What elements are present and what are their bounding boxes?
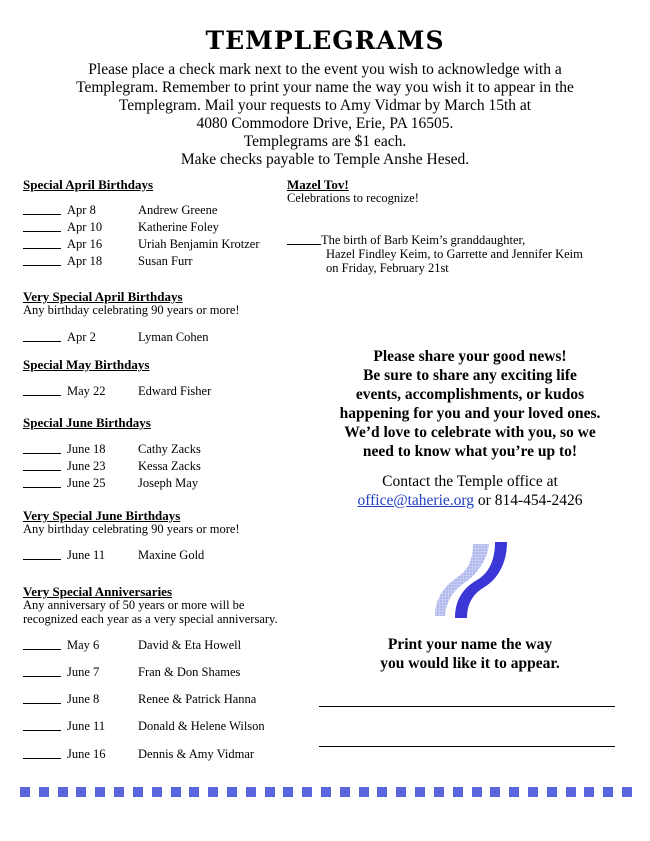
footer-square bbox=[547, 787, 557, 797]
print-name-block bbox=[310, 635, 630, 673]
event-name: Fran & Don Shames bbox=[138, 665, 241, 679]
footer-square bbox=[208, 787, 218, 797]
section-note: Any birthday celebrating 90 years or more! bbox=[23, 522, 240, 536]
footer-square bbox=[359, 787, 369, 797]
footer-square bbox=[622, 787, 632, 797]
check-line[interactable] bbox=[287, 244, 321, 245]
footer-square bbox=[302, 787, 312, 797]
footer-square bbox=[396, 787, 406, 797]
footer-square bbox=[415, 787, 425, 797]
share-line: events, accomplishments, or kudos bbox=[355, 386, 585, 403]
section-heading-june: Special June Birthdays bbox=[23, 415, 151, 430]
footer-square bbox=[114, 787, 124, 797]
footer-square bbox=[265, 787, 275, 797]
name-entry-line-1[interactable] bbox=[319, 706, 615, 707]
event-date: June 23 bbox=[67, 459, 106, 473]
check-line[interactable] bbox=[23, 341, 61, 342]
event-date: Apr 8 bbox=[67, 203, 96, 217]
event-date: May 6 bbox=[67, 638, 100, 652]
footer-square bbox=[283, 787, 293, 797]
event-date: Apr 16 bbox=[67, 237, 103, 251]
share-line: We’d love to celebrate with you, so we bbox=[344, 424, 596, 441]
mazel-text: on Friday, February 21st bbox=[326, 261, 449, 275]
decorative-footer-border bbox=[20, 787, 632, 801]
check-line[interactable] bbox=[23, 395, 61, 396]
intro-line: Templegrams are $1 each. bbox=[243, 133, 407, 150]
section-heading-very-april: Very Special April Birthdays bbox=[23, 289, 183, 304]
check-line[interactable] bbox=[23, 265, 61, 266]
footer-square bbox=[528, 787, 538, 797]
footer-square bbox=[453, 787, 463, 797]
section-note: Any anniversary of 50 years or more will be bbox=[23, 598, 245, 612]
event-name: Kessa Zacks bbox=[138, 459, 201, 473]
footer-square bbox=[434, 787, 444, 797]
contact-details bbox=[310, 491, 630, 510]
section-note: Any birthday celebrating 90 years or more! bbox=[23, 303, 240, 317]
event-date: Apr 18 bbox=[67, 254, 103, 268]
event-date: Apr 10 bbox=[67, 220, 103, 234]
check-line[interactable] bbox=[23, 214, 61, 215]
footer-square bbox=[39, 787, 49, 797]
event-name: Renee & Patrick Hanna bbox=[138, 692, 257, 706]
event-date: June 7 bbox=[67, 665, 100, 679]
intro-line: Templegram. Remember to print your name the way you wish it to appear in the bbox=[76, 79, 574, 96]
event-name: Uriah Benjamin Krotzer bbox=[138, 237, 260, 251]
check-line[interactable] bbox=[23, 487, 61, 488]
intro-line: Please place a check mark next to the event you wish to acknowledge with a bbox=[88, 61, 562, 78]
event-date: June 25 bbox=[67, 476, 106, 490]
temple-logo-icon bbox=[425, 540, 520, 620]
event-name: Dennis & Amy Vidmar bbox=[138, 747, 255, 761]
footer-square bbox=[584, 787, 594, 797]
check-line[interactable] bbox=[23, 649, 61, 650]
event-name: Andrew Greene bbox=[138, 203, 218, 217]
mazel-heading: Mazel Tov! bbox=[287, 177, 349, 192]
footer-square bbox=[509, 787, 519, 797]
check-line[interactable] bbox=[23, 453, 61, 454]
footer-square bbox=[76, 787, 86, 797]
check-line[interactable] bbox=[23, 470, 61, 471]
footer-square bbox=[321, 787, 331, 797]
mazel-subtitle: Celebrations to recognize! bbox=[287, 191, 419, 205]
share-news-block bbox=[310, 347, 630, 461]
footer-square bbox=[171, 787, 181, 797]
check-line[interactable] bbox=[23, 559, 61, 560]
mazel-text: Hazel Findley Keim, to Garrette and Jennifer Keim bbox=[326, 247, 583, 261]
contact-block bbox=[310, 472, 630, 510]
check-line[interactable] bbox=[23, 231, 61, 232]
footer-square bbox=[95, 787, 105, 797]
event-date: June 11 bbox=[67, 548, 106, 562]
event-date: May 22 bbox=[67, 384, 106, 398]
footer-square bbox=[490, 787, 500, 797]
footer-square bbox=[189, 787, 199, 797]
footer-square bbox=[377, 787, 387, 797]
check-line[interactable] bbox=[23, 248, 61, 249]
email-link[interactable]: office@taherie.org bbox=[357, 492, 475, 509]
intro-line: Make checks payable to Temple Anshe Hesed. bbox=[180, 151, 470, 168]
phone-number: or 814-454-2426 bbox=[477, 492, 583, 509]
footer-square bbox=[603, 787, 613, 797]
share-line: Please share your good news! bbox=[373, 348, 567, 365]
check-line[interactable] bbox=[23, 703, 61, 704]
event-name: Donald & Helene Wilson bbox=[138, 719, 265, 733]
section-note: recognized each year as a very special anniversary. bbox=[23, 612, 278, 626]
share-line: happening for you and your loved ones. bbox=[339, 405, 601, 422]
footer-square bbox=[152, 787, 162, 797]
event-name: Cathy Zacks bbox=[138, 442, 201, 456]
event-date: June 16 bbox=[67, 747, 106, 761]
event-name: Lyman Cohen bbox=[138, 330, 209, 344]
check-line[interactable] bbox=[23, 730, 61, 731]
section-heading-april: Special April Birthdays bbox=[23, 177, 154, 192]
intro-line: Templegram. Mail your requests to Amy Vidmar by March 15th at bbox=[118, 97, 532, 114]
check-line[interactable] bbox=[23, 758, 61, 759]
event-date: June 18 bbox=[67, 442, 106, 456]
print-line: Print your name the way bbox=[387, 636, 553, 653]
event-name: David & Eta Howell bbox=[138, 638, 242, 652]
mazel-text: The birth of Barb Keim’s granddaughter, bbox=[321, 233, 526, 247]
event-name: Edward Fisher bbox=[138, 384, 212, 398]
event-date: June 8 bbox=[67, 692, 100, 706]
event-name: Katherine Foley bbox=[138, 220, 219, 234]
section-heading-very-june: Very Special June Birthdays bbox=[23, 508, 181, 523]
contact-line: Contact the Temple office at bbox=[382, 473, 558, 490]
intro-line: 4080 Commodore Drive, Erie, PA 16505. bbox=[196, 115, 454, 132]
footer-square bbox=[340, 787, 350, 797]
event-name: Susan Furr bbox=[138, 254, 193, 268]
footer-square bbox=[58, 787, 68, 797]
event-date: June 11 bbox=[67, 719, 106, 733]
event-date: Apr 2 bbox=[67, 330, 96, 344]
intro-text bbox=[20, 61, 630, 169]
share-line: need to know what you’re up to! bbox=[362, 443, 578, 460]
footer-square bbox=[133, 787, 143, 797]
event-name: Joseph May bbox=[138, 476, 199, 490]
section-heading-anniversaries: Very Special Anniversaries bbox=[23, 584, 173, 599]
footer-square bbox=[246, 787, 256, 797]
print-line: you would like it to appear. bbox=[380, 655, 560, 672]
footer-square bbox=[566, 787, 576, 797]
share-line: Be sure to share any exciting life bbox=[363, 367, 577, 384]
page-title: TEMPLEGRAMS bbox=[205, 26, 445, 55]
event-name: Maxine Gold bbox=[138, 548, 205, 562]
footer-square bbox=[227, 787, 237, 797]
footer-square bbox=[472, 787, 482, 797]
footer-square bbox=[20, 787, 30, 797]
name-entry-line-2[interactable] bbox=[319, 746, 615, 747]
check-line[interactable] bbox=[23, 676, 61, 677]
section-heading-may: Special May Birthdays bbox=[23, 357, 150, 372]
